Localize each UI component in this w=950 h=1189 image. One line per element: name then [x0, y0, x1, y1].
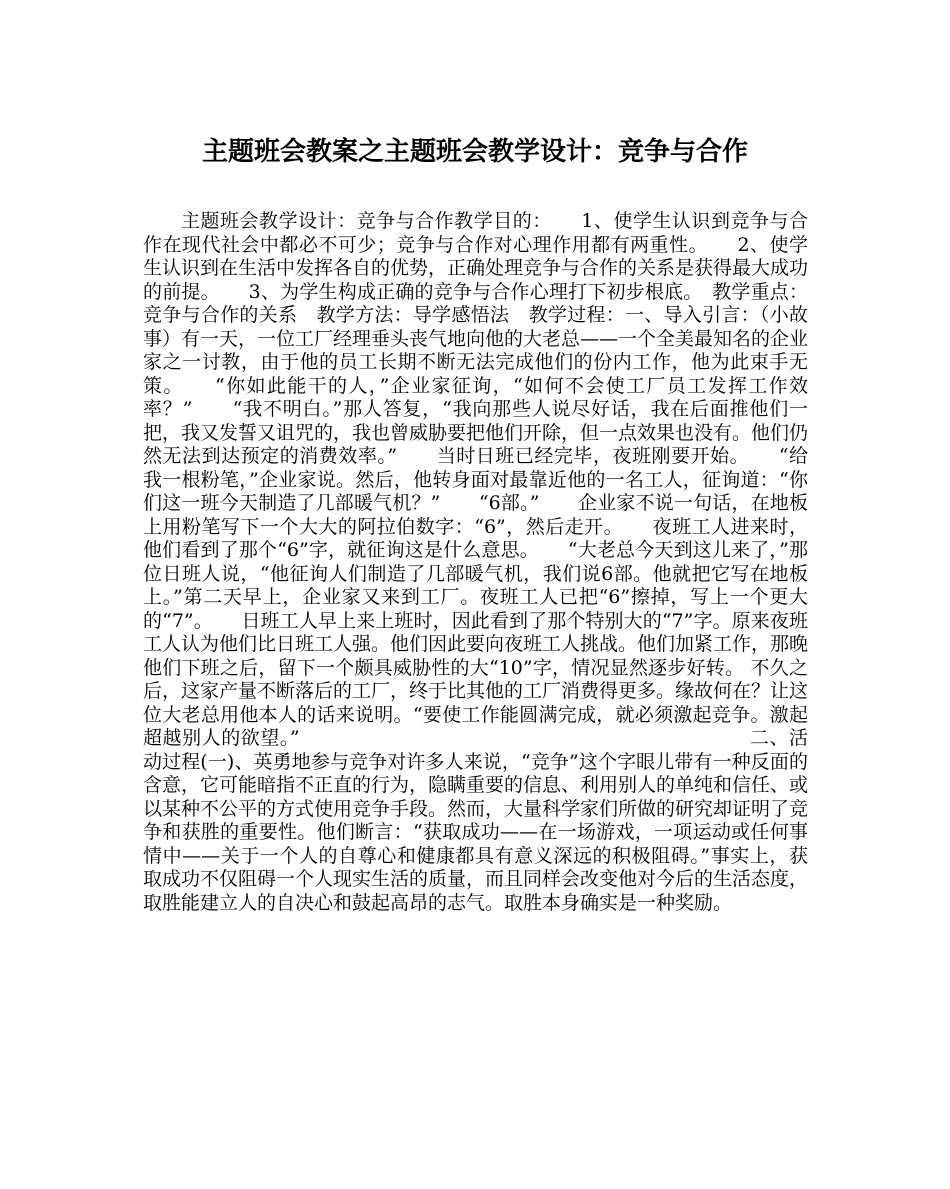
- document-body-paragraph: 主题班会教学设计：竞争与合作教学目的： 1、使学生认识到竞争与合作在现代社会中都必不可少；竞争与合作对心理作用都有两重性。 2、使学生认识到在生活中发挥各自的优势，正确处理竞争与合作的关系是获得最大成功的前提。 3、为学生构成正确的竞争与合作心理打下初步根底。 教学重点：竞争与合作的关系 教学方法：导学感悟法 教学过程：一、导入引言：（小故事）有一天，一位工厂经理垂头丧气地向他的大老总——一个全美最知名的企业家之一讨教，由于他的员工长期不断无法完成他们的份内工作，他为此束手无策。 “你如此能干的人，”企业家征询，“如何不会使工厂员工发挥工作效率？” “我不明白。”那人答复，“我向那些人说尽好话，我在后面推他们一把，我又发誓又诅咒的，我也曾威胁要把他们开除，但一点效果也没有。他们仍然无法到达预定的消费效率。” 当时日班已经完毕，夜班刚要开始。 “给我一根粉笔，”企业家说。然后，他转身面对最靠近他的一名工人，征询道：“你们这一班今天制造了几部暖气机？” “6部。” 企业家不说一句话，在地板上用粉笔写下一个大大的阿拉伯数字：“6”，然后走开。 夜班工人进来时，他们看到了那个“6”字，就征询这是什么意思。 “大老总今天到这儿来了，”那位日班人说，“他征询人们制造了几部暖气机，我们说6部。他就把它写在地板上。”第二天早上，企业家又来到工厂。夜班工人已把“6”擦掉，写上一个更大的“7”。 日班工人早上来上班时，因此看到了那个特别大的“7”字。原来夜班工人认为他们比日班工人强。他们因此要向夜班工人挑战。他们加紧工作，那晚他们下班之后，留下一个颇具威胁性的大“10”字，情况显然逐步好转。 不久之后，这家产量不断落后的工厂，终于比其他的工厂消费得更多。缘故何在？让这位大老总用他本人的话来说明。“要使工作能圆满完成，就必须激起竞争。激起超越别人的欲望。” 二、活动过程(一)、英勇地参与竞争对许多人来说，“竞争”这个字眼儿带有一种反面的含意，它可能暗指不正直的行为，隐瞒重要的信息、利用别人的单纯和信任、或以某种不公平的方式使用竞争手段。然而，大量科学家们所做的研究却证明了竞争和获胜的重要性。他们断言：“获取成功——在一场游戏，一项运动或任何事情中——关于一个人的自尊心和健康都具有意义深远的积极阻碍。”事实上，获取成功不仅阻碍一个人现实生活的质量，而且同样会改变他对今后的生活态度，取胜能建立人的自决心和鼓起高昂的志气。取胜本身确实是一种奖励。: [143, 210, 809, 914]
- document-title: 主题班会教案之主题班会教学设计：竞争与合作: [201, 137, 748, 167]
